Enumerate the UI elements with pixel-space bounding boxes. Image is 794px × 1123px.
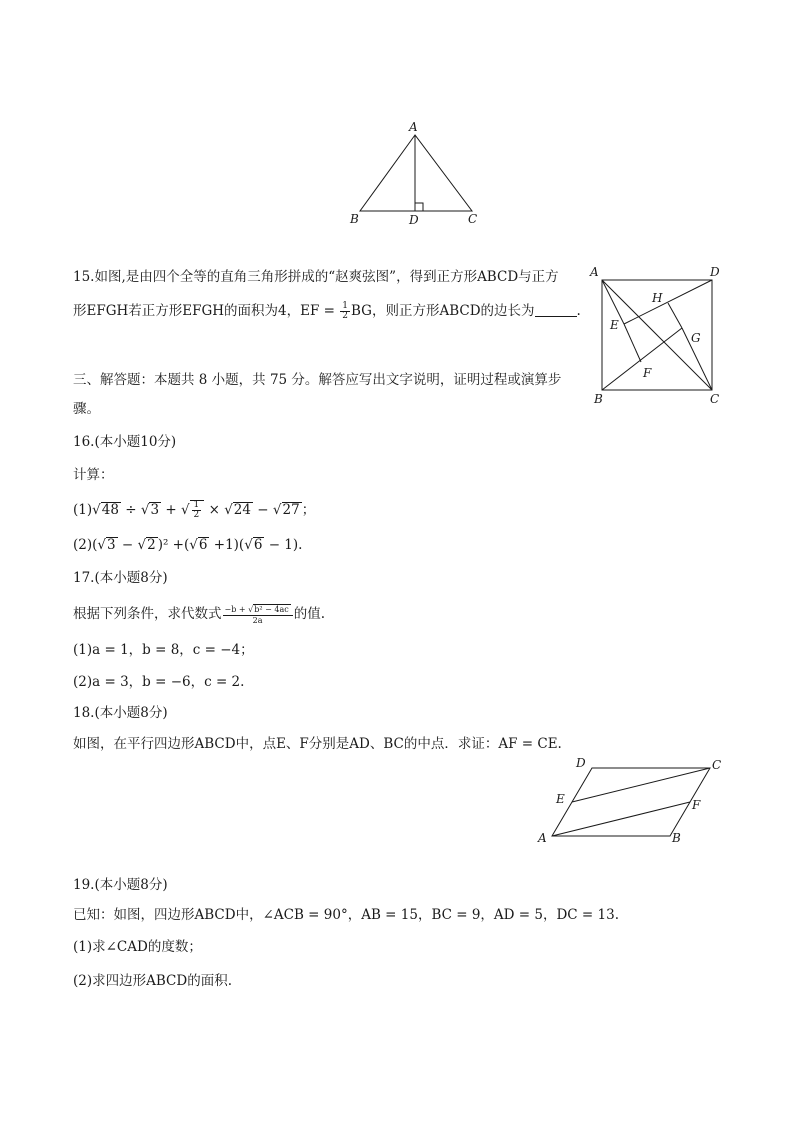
label-b: B [350,212,359,226]
q15-text-1: 15.如图,是由四个全等的直角三角形拼成的“赵爽弦图”，得到正方形ABCD与正方 [73,269,559,285]
section3-title-cont [73,400,100,418]
label-c: C [468,212,478,226]
q15-fraction: $\frac{1}{2}$ [342,301,348,321]
q18-text-body: 如图，在平行四边形ABCD中，点E、F分别是AD、BC的中点．求证：AF = CE. [73,736,562,752]
label-a: A [538,831,547,845]
q19-text [73,906,619,924]
q19-header-text: 19.(本小题8分) [73,877,168,893]
q17-header-text: 17.(本小题8分) [73,570,168,586]
label-a: A [409,120,418,134]
q15-text-2a: 形EFGH若正方形EFGH的面积为4，EF = [73,303,340,319]
q19-text-body: 已知：如图，四边形ABCD中，∠ACB = 90°，AB = 15，BC = 9，AD = 5，DC = 13. [73,907,620,923]
label-b: B [594,392,603,406]
label-d: D [409,213,419,227]
q15-period: . [576,303,581,319]
section3-line1: 三、解答题：本题共 8 小题，共 75 分。解答应写出文字说明，证明过程或演算步 [73,372,562,388]
section3-title [73,371,561,389]
q17-part1 [73,641,254,659]
triangle-figure [340,115,490,230]
label-d: D [710,265,720,279]
label-c: C [710,392,720,406]
q15-line1 [73,268,559,286]
label-h: H [652,291,663,305]
label-g: G [691,331,701,345]
label-e: E [556,792,565,806]
q17-part1-text: (1)a = 1，b = 8，c = −4； [73,642,254,658]
q19-part2-text: (2)求四边形ABCD的面积. [73,973,232,989]
q15-answer-blank [535,304,577,317]
q17-part2-text: (2)a = 3，b = −6，c = 2. [73,674,245,690]
q19-part1-text: (1)求∠CAD的度数； [73,939,202,955]
section3-line2: 骤。 [73,401,100,417]
q18-header [73,704,168,722]
q17-part2 [73,673,244,691]
label-d: D [576,756,586,770]
q19-part1 [73,938,202,956]
q16-intro-text: 计算： [73,467,114,483]
q17-header [73,569,168,587]
q17-text: 根据下列条件，求代数式 $\frac{\text{−b + √b² − 4ac}}{2a}$ 的值. [73,605,325,625]
zhao-shuang-figure [586,262,726,407]
q16-part2: (2)(√3 − √2 )² +(√6 +1)(√6 − 1). [73,537,303,553]
q17-formula: $\frac{\text{−b + √b² − 4ac}}{2a}$ [223,604,293,625]
label-e: E [610,318,619,332]
label-f: F [643,366,652,380]
q19-part2 [73,972,232,990]
q16-intro [73,466,114,484]
q18-text [73,735,562,753]
label-a: A [590,265,599,279]
q15-line2 [73,302,581,321]
label-c: C [712,758,722,772]
parallelogram-figure [530,752,730,850]
q16-part1: (1)√48 ÷ √3 + √ $\frac{1}{2}$ × √24 − √27 ； [73,500,316,520]
q16-header-text: 16.(本小题10分) [73,434,177,450]
label-f: F [692,798,701,812]
label-b: B [672,831,681,845]
q15-text-2b: BG，则正方形ABCD的边长为 [351,303,535,319]
q19-header [73,876,168,894]
q16-header [73,433,176,451]
q18-header-text: 18.(本小题8分) [73,705,168,721]
